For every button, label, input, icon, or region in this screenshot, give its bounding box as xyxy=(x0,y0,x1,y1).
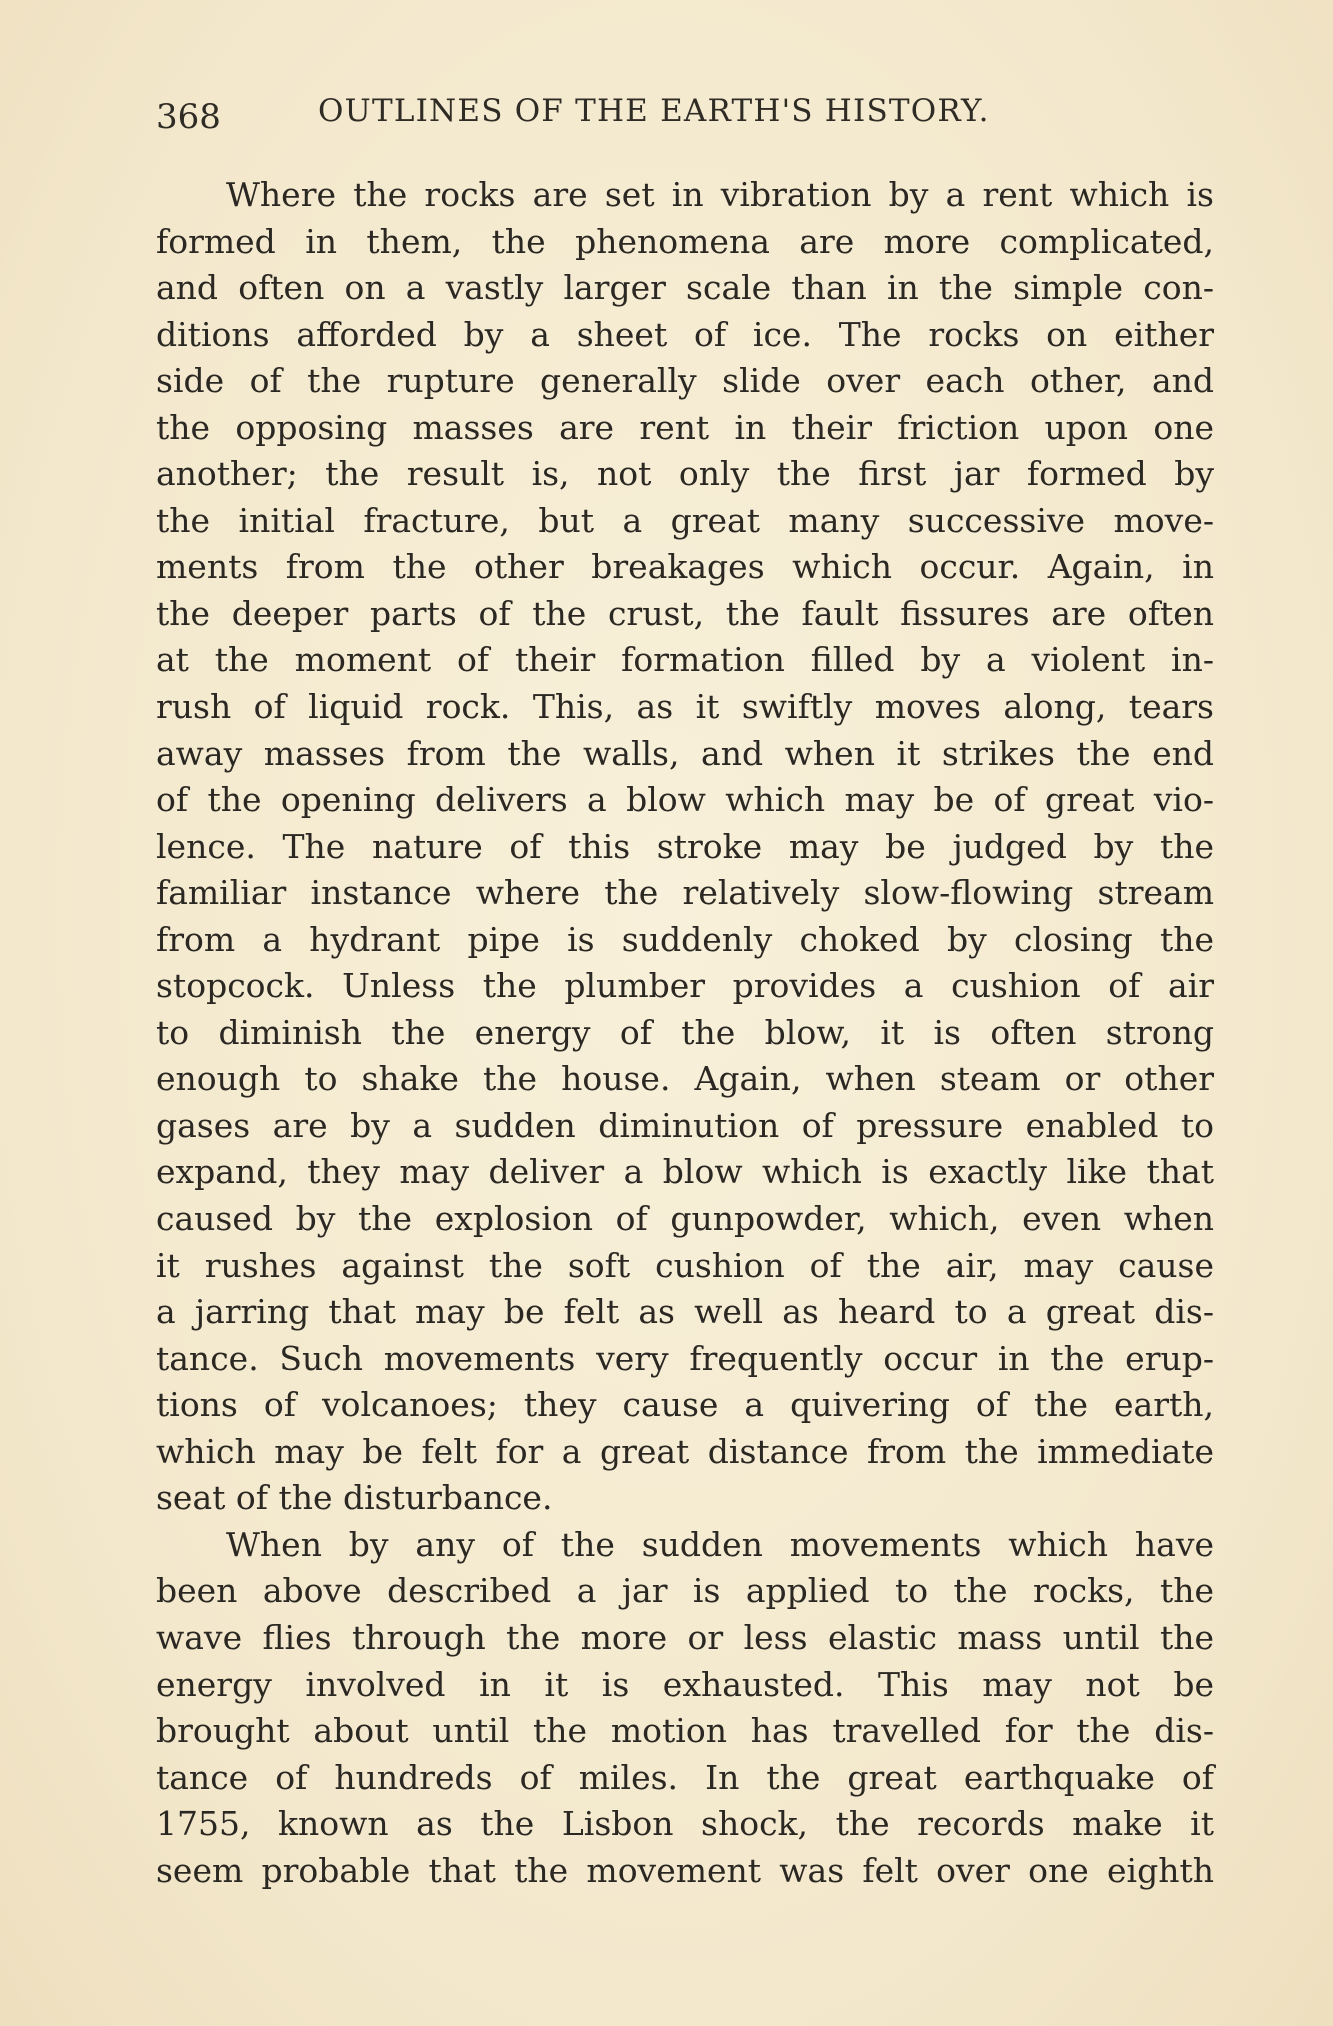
text-line: rush of liquid rock. This, as it swiftly moves along, tears xyxy=(156,687,1214,727)
text-line: which may be felt for a great distance from the immediate xyxy=(156,1431,1214,1471)
text-line: formed in them, the phenomena are more complicated, xyxy=(156,221,1214,261)
text-line: seem probable that the movement was felt over one eighth xyxy=(156,1850,1214,1890)
text-line: wave flies through the more or less elastic mass until the xyxy=(156,1617,1214,1657)
text-line: energy involved in it is exhausted. This may not be xyxy=(156,1664,1214,1704)
text-line: Where the rocks are set in vibration by a rent which is xyxy=(226,175,1214,214)
text-line: familiar instance where the relatively slow-flowing stream xyxy=(156,873,1214,913)
page-number: 368 xyxy=(156,97,221,137)
text-line: been above described a jar is applied to the rocks, the xyxy=(156,1571,1214,1611)
text-line: lence. The nature of this stroke may be judged by the xyxy=(156,826,1214,866)
text-line: ments from the other breakages which occur. Again, in xyxy=(156,547,1214,587)
text-line: side of the rupture generally slide over each other, and xyxy=(156,361,1214,401)
text-line: the initial fracture, but a great many successive move- xyxy=(156,500,1214,540)
text-line: and often on a vastly larger scale than in the simple con- xyxy=(156,268,1214,308)
paragraph-2 xyxy=(156,1522,1214,1894)
text-line: at the moment of their formation filled by a violent in- xyxy=(156,640,1214,680)
text-line: When by any of the sudden movements which have xyxy=(226,1524,1214,1564)
text-line: seat of the disturbance. xyxy=(156,1478,553,1518)
text-line: enough to shake the house. Again, when steam or other xyxy=(156,1059,1214,1099)
text-line: stopcock. Unless the plumber provides a cushion of air xyxy=(156,966,1214,1006)
text-line: ditions afforded by a sheet of ice. The rocks on either xyxy=(156,314,1214,354)
text-line: from a hydrant pipe is suddenly choked by closing the xyxy=(156,919,1214,959)
text-line: the opposing masses are rent in their friction upon one xyxy=(156,407,1214,447)
text-line: caused by the explosion of gunpowder, which, even when xyxy=(156,1199,1214,1239)
text-line: gases are by a sudden diminution of pressure enabled to xyxy=(156,1105,1214,1145)
text-line: tance. Such movements very frequently occur in the erup- xyxy=(156,1338,1214,1378)
text-line: 1755, known as the Lisbon shock, the records make it xyxy=(156,1804,1214,1844)
page-header xyxy=(156,90,1221,137)
running-title: OUTLINES OF THE EARTH'S HISTORY. xyxy=(318,93,990,129)
text-line: brought about until the motion has travelled for the dis- xyxy=(156,1711,1214,1751)
text-line: of the opening delivers a blow which may be of great vio- xyxy=(156,780,1214,820)
text-line: another; the result is, not only the first jar formed by xyxy=(156,454,1214,494)
text-line: tance of hundreds of miles. In the great earthquake of xyxy=(156,1757,1214,1797)
text-line: the deeper parts of the crust, the fault fissures are often xyxy=(156,593,1214,633)
body-text xyxy=(156,172,1214,1894)
text-line: to diminish the energy of the blow, it is often strong xyxy=(156,1012,1214,1052)
text-line: away masses from the walls, and when it strikes the end xyxy=(156,733,1214,773)
text-line: it rushes against the soft cushion of the air, may cause xyxy=(156,1245,1214,1285)
paragraph-1 xyxy=(156,172,1214,1522)
text-line: tions of volcanoes; they cause a quivering of the earth, xyxy=(156,1385,1214,1425)
text-line: a jarring that may be felt as well as heard to a great dis- xyxy=(156,1292,1214,1332)
text-line: expand, they may deliver a blow which is exactly like that xyxy=(156,1152,1214,1192)
